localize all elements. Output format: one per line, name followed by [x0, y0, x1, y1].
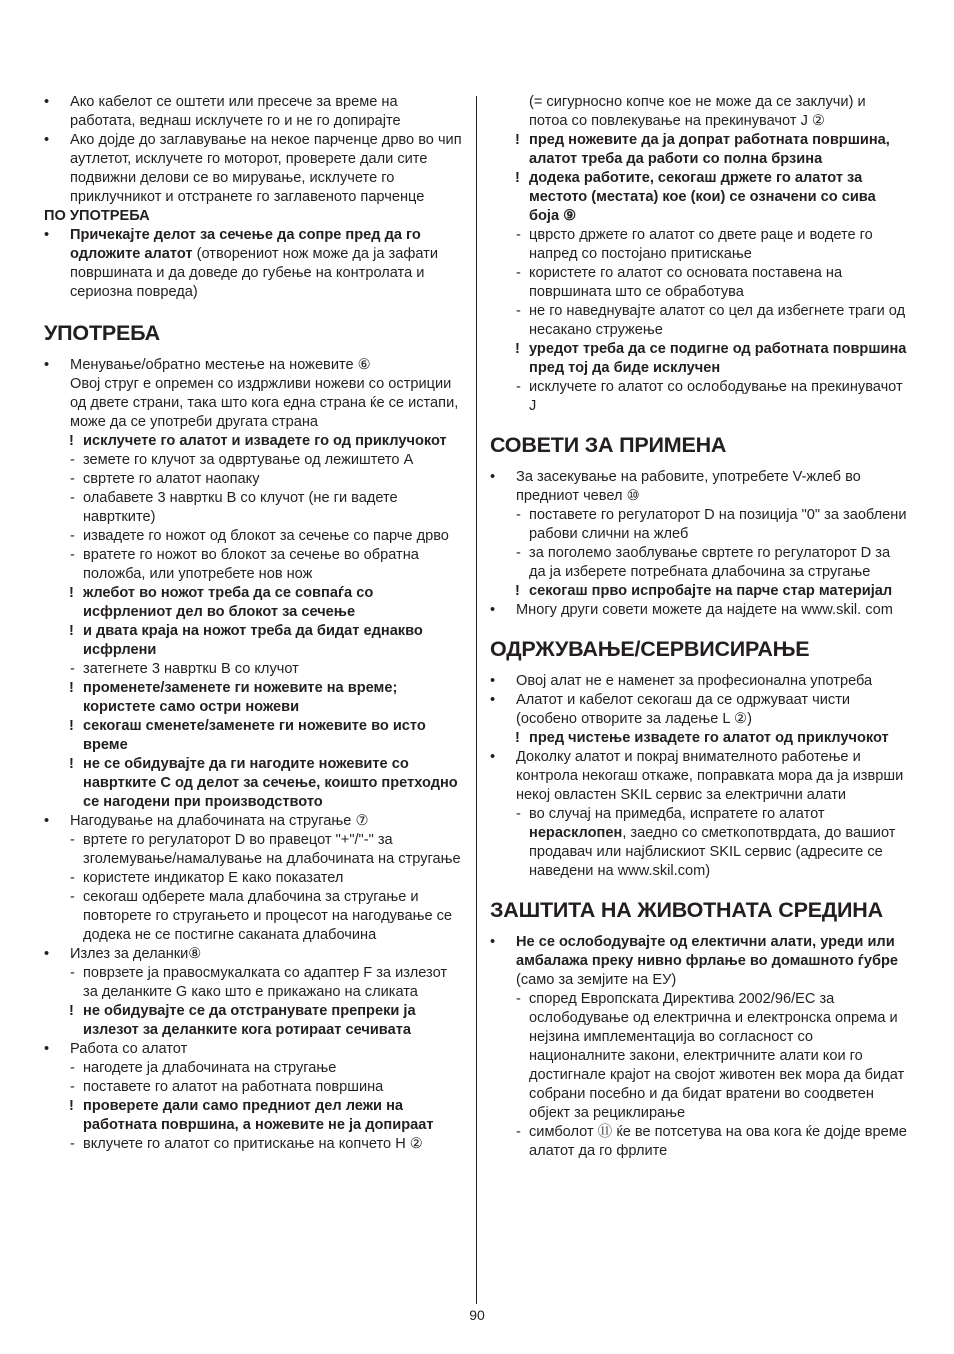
- warning-mark-icon: !: [69, 718, 74, 734]
- item-text: Ако кабелот се оштети или пресече за време на работата, веднаш исклучете го и не го допирајте: [70, 94, 401, 129]
- warning-mark-icon: !: [69, 1003, 74, 1019]
- item-text: уредот треба да се подигне од работната површина пред тој да биде исклучен: [529, 341, 907, 376]
- dash-mark: -: [70, 1079, 75, 1095]
- warning-mark-icon: !: [515, 132, 520, 148]
- item-text: пред чистење извадете го алатот од приклучокот: [529, 730, 889, 746]
- dash-mark: -: [70, 832, 75, 848]
- bullet-item: [44, 812, 464, 831]
- item-text: не се обидувајте да ги нагодите ножевите со навртките C од делот за сечење, коишто претходно се нагодени при производството: [83, 756, 458, 810]
- item-text: секогаш одберете мала длабочина за стругање и повторете го стругањето и процесот на нагодување се додека не се постигне саканата длабочина: [83, 889, 453, 943]
- warning-mark-icon: !: [515, 583, 520, 599]
- item-text: променете/заменете ги ножевите на време; користете само остри ножеви: [83, 680, 398, 715]
- warning-item: [490, 131, 908, 169]
- warning-mark-icon: !: [69, 680, 74, 696]
- dash-mark: -: [70, 1136, 75, 1152]
- item-text: поставете го регулаторот D на позиција "0" за заоблени рабови слични на жлеб: [529, 507, 907, 542]
- item-text: за поголемо заоблување свртете го регулаторот D за да ја изберете потребната длабочина за стругање: [529, 545, 891, 580]
- dash-mark: -: [70, 889, 75, 905]
- bullet-item: [490, 691, 908, 729]
- warning-mark-icon: !: [69, 623, 74, 639]
- item-text: вртете го регулаторот D во правецот "+"/"-" за зголемување/намалување на длабочината на стругање: [83, 832, 461, 867]
- bullet-item: [44, 945, 464, 964]
- dash-mark: -: [70, 965, 75, 981]
- warning-item: [44, 584, 464, 622]
- dash-item: [490, 302, 908, 340]
- item-text: затегнете 3 наврткu B со клучот: [83, 661, 299, 677]
- item-text: секогаш прво испробајте на парче стар материјал: [529, 583, 893, 599]
- item-text: вратете го ножот во блокот за сечење во обратна положба, или употребете нов нож: [83, 547, 419, 582]
- item-text: користете го алатот со основата поставена на површината што се обработува: [529, 265, 843, 300]
- item-text: додека работите, секогаш држете го алатот за местото (местата) кое (кои) се означени со сива боја ⑨: [529, 170, 876, 224]
- subsection-title: ПО УПОТРЕБА: [44, 208, 150, 224]
- item-text: симболот ⑪ ќе ве потсетува на ова кога ќе дојде време алатот да го фрлите: [529, 1124, 907, 1159]
- dash-item: [44, 527, 464, 546]
- warning-item: [44, 717, 464, 755]
- item-text: свртете го алатот наопаку: [83, 471, 260, 487]
- section-heading: СОВЕТИ ЗА ПРИМЕНА: [490, 433, 727, 457]
- item-text: поврзете ја правосмукалката со адаптер F за излезот за деланките G како што е прикажано на сликата: [83, 965, 448, 1000]
- dash-item: [44, 1059, 464, 1078]
- dash-item: [44, 660, 464, 679]
- dash-mark: -: [70, 452, 75, 468]
- dash-mark: -: [70, 528, 75, 544]
- column-divider: [476, 96, 477, 1304]
- warning-mark-icon: !: [69, 1098, 74, 1114]
- right-column: [490, 93, 908, 1161]
- bullet-mark: •: [490, 692, 496, 708]
- item-emphasis: нерасклопен: [529, 825, 623, 841]
- bullet-mark: •: [44, 946, 50, 962]
- warning-mark-icon: !: [515, 170, 520, 186]
- warning-mark-icon: !: [69, 756, 74, 772]
- item-text: и двата краја на ножот треба да бидат еднакво исфрлени: [83, 623, 423, 658]
- paragraph: Овој струг е опремен со издржливи ножеви со остриции од двете страни, така што кога една страна ќе се истапи, може да се употреби другата страна: [70, 376, 459, 430]
- dash-mark: -: [70, 490, 75, 506]
- item-text: секогаш сменете/заменете ги ножевите во исто време: [83, 718, 426, 753]
- dash-item: [44, 489, 464, 527]
- left-column: [44, 93, 464, 1154]
- item-text: не го наведнувајте алатот со цел да избегнете траги од несакано стружење: [529, 303, 906, 338]
- item-text: извадете го ножот од блокот за сечење со парче дрво: [83, 528, 449, 544]
- bullet-mark: •: [44, 132, 50, 148]
- continued-step: (= сигурносно копче кое не може да се заклучи) и потоа со повлекување на прекинувачот J ②: [529, 94, 866, 129]
- bullet-item: [490, 672, 908, 691]
- dash-mark: -: [70, 661, 75, 677]
- dash-item: [490, 506, 908, 544]
- item-text: цврсто држете го алатот со двете раце и водете го напред со постојано притискање: [529, 227, 873, 262]
- bullet-item: [44, 1040, 464, 1059]
- dash-item: [490, 1123, 908, 1161]
- item-text: во случај на примедба, испратете го алатот: [529, 806, 825, 822]
- dash-mark: -: [516, 303, 521, 319]
- dash-mark: -: [516, 806, 521, 822]
- dash-item: [490, 990, 908, 1123]
- item-text: Алатот и кабелот секогаш да се одржуваат чисти (особено отворите за ладење L ②): [516, 692, 851, 727]
- warning-item: [44, 1097, 464, 1135]
- item-text: Нагодување на длабочината на стругање ⑦: [70, 813, 369, 829]
- warning-item: [490, 582, 908, 601]
- item-text: (отворениот нож може да ја зафати површината и да доведе до губење на контролата и сериозна повреда): [70, 246, 438, 300]
- page-number: 90: [469, 1307, 485, 1323]
- dash-item: [490, 378, 908, 416]
- item-text: За засекување на рабовите, употребете V-жлеб во предниот чевел ⑩: [516, 469, 861, 504]
- item-text: Излез за деланки⑧: [70, 946, 202, 962]
- dash-mark: -: [70, 1060, 75, 1076]
- bullet-item: [44, 226, 464, 302]
- item-text: Ако дојде до заглавување на некое парченце дрво во чип аутлетот, исклучете го моторот, проверете дали сите подвижни делови се во мирување, исклучете го приклучникот и отстранете го заглавеното парченце: [70, 132, 462, 205]
- item-emphasis: Не се ослободувајте од електични алати, уреди или амбалажа преку нивно фрлање во домашното ѓубре: [516, 934, 899, 969]
- dash-item: [490, 544, 908, 582]
- warning-item: [44, 755, 464, 812]
- item-text: не обидувајте се да отстранувате препреки ја излезот за деланките кога ротираат сечивата: [83, 1003, 416, 1038]
- dash-item: [44, 470, 464, 489]
- bullet-item: [44, 93, 464, 131]
- warning-item: [490, 169, 908, 226]
- dash-item: [44, 888, 464, 945]
- bullet-item: [490, 601, 908, 620]
- dash-item: [490, 805, 908, 881]
- item-text: користете индикатор E како показател: [83, 870, 344, 886]
- warning-item: [44, 622, 464, 660]
- item-text: исклучете го алатот и извадете го од приклучокот: [83, 433, 447, 449]
- dash-mark: -: [516, 545, 521, 561]
- section-heading: ОДРЖУВАЊЕ/СЕРВИСИРАЊЕ: [490, 637, 810, 661]
- warning-item: [44, 1002, 464, 1040]
- item-text: пред ножевите да ја допрат работната површина, алатот треба да работи со полна брзина: [529, 132, 890, 167]
- dash-mark: -: [516, 1124, 521, 1140]
- item-text: проверете дали само предниот дел лежи на работната површина, а ножевите не ја допираат: [83, 1098, 434, 1133]
- item-text: жлебот во ножот треба да се совпаѓа со исфрлениот дел во блокот за сечење: [83, 585, 374, 620]
- dash-mark: -: [516, 991, 521, 1007]
- section-heading: ЗАШТИТА НА ЖИВОТНАТА СРЕДИНА: [490, 898, 883, 922]
- bullet-item: [490, 933, 908, 990]
- dash-item: [44, 546, 464, 584]
- item-text: Овој алат не е наменет за професионална употреба: [516, 673, 873, 689]
- warning-item: [44, 432, 464, 451]
- warning-mark-icon: !: [69, 585, 74, 601]
- dash-item: [490, 226, 908, 264]
- bullet-mark: •: [44, 94, 50, 110]
- warning-mark-icon: !: [69, 433, 74, 449]
- bullet-item: [44, 131, 464, 207]
- bullet-mark: •: [44, 357, 50, 373]
- dash-mark: -: [70, 870, 75, 886]
- bullet-mark: •: [490, 934, 496, 950]
- dash-item: [44, 869, 464, 888]
- bullet-mark: •: [44, 227, 50, 243]
- warning-mark-icon: !: [515, 341, 520, 357]
- bullet-mark: •: [490, 673, 496, 689]
- item-emphasis: Причекајте делот за сечење да сопре пред да го одложите алатот: [70, 227, 421, 262]
- section-heading: УПОТРЕБА: [44, 321, 160, 345]
- item-text: Многу други совети можете да најдете на www.skil. com: [516, 602, 893, 618]
- bullet-mark: •: [44, 813, 50, 829]
- dash-item: [44, 964, 464, 1002]
- item-text: според Европската Директива 2002/96/ЕС за ослободување од електрична и електронска опрема и нејзина имплементација во согласност со националните закони, електричните алати кои го достигнале крајот на својот животен век мора да бидат собрани посебно и да бидат вратени во соодветен објект за рециклирање: [529, 991, 905, 1121]
- bullet-item: [44, 356, 464, 375]
- bullet-item: [490, 468, 908, 506]
- item-text: поставете го алатот на работната површина: [83, 1079, 384, 1095]
- dash-item: [490, 264, 908, 302]
- bullet-mark: •: [44, 1041, 50, 1057]
- bullet-mark: •: [490, 749, 496, 765]
- item-text: исклучете го алатот со ослободување на прекинувачот J: [529, 379, 903, 414]
- warning-item: [44, 679, 464, 717]
- bullet-mark: •: [490, 602, 496, 618]
- item-text: вклучете го алатот со притискање на копчето H ②: [83, 1136, 423, 1152]
- item-text: олабавете 3 наврткu B со клучот (не ги вадете навртките): [83, 490, 398, 525]
- warning-item: [490, 340, 908, 378]
- dash-item: [44, 1135, 464, 1154]
- dash-item: [44, 831, 464, 869]
- item-text: , заедно со сметкопотврдата, до вашиот продавач или најблискиот SKIL сервис (адресите се наведени на www.skil.com): [529, 825, 896, 879]
- dash-mark: -: [70, 471, 75, 487]
- dash-mark: -: [70, 547, 75, 563]
- bullet-mark: •: [490, 469, 496, 485]
- item-text: (само за земјите на ЕУ): [516, 972, 677, 988]
- warning-mark-icon: !: [515, 730, 520, 746]
- item-text: земете го клучот за одвртување од лежиштето A: [83, 452, 414, 468]
- dash-mark: -: [516, 265, 521, 281]
- bullet-item: [490, 748, 908, 805]
- item-text: Работа со алатот: [70, 1041, 188, 1057]
- item-text: нагодете ја длабочината на стругање: [83, 1060, 337, 1076]
- item-text: Менување/обратно местење на ножевите ⑥: [70, 357, 371, 373]
- dash-mark: -: [516, 227, 521, 243]
- dash-item: [44, 451, 464, 470]
- dash-mark: -: [516, 379, 521, 395]
- dash-mark: -: [516, 507, 521, 523]
- item-text: Доколку алатот и покрај внимателното работење и контрола некогаш откаже, поправката мора да ја изврши некој овластен SKIL сервис за електрични алати: [516, 749, 904, 803]
- dash-item: [44, 1078, 464, 1097]
- warning-item: [490, 729, 908, 748]
